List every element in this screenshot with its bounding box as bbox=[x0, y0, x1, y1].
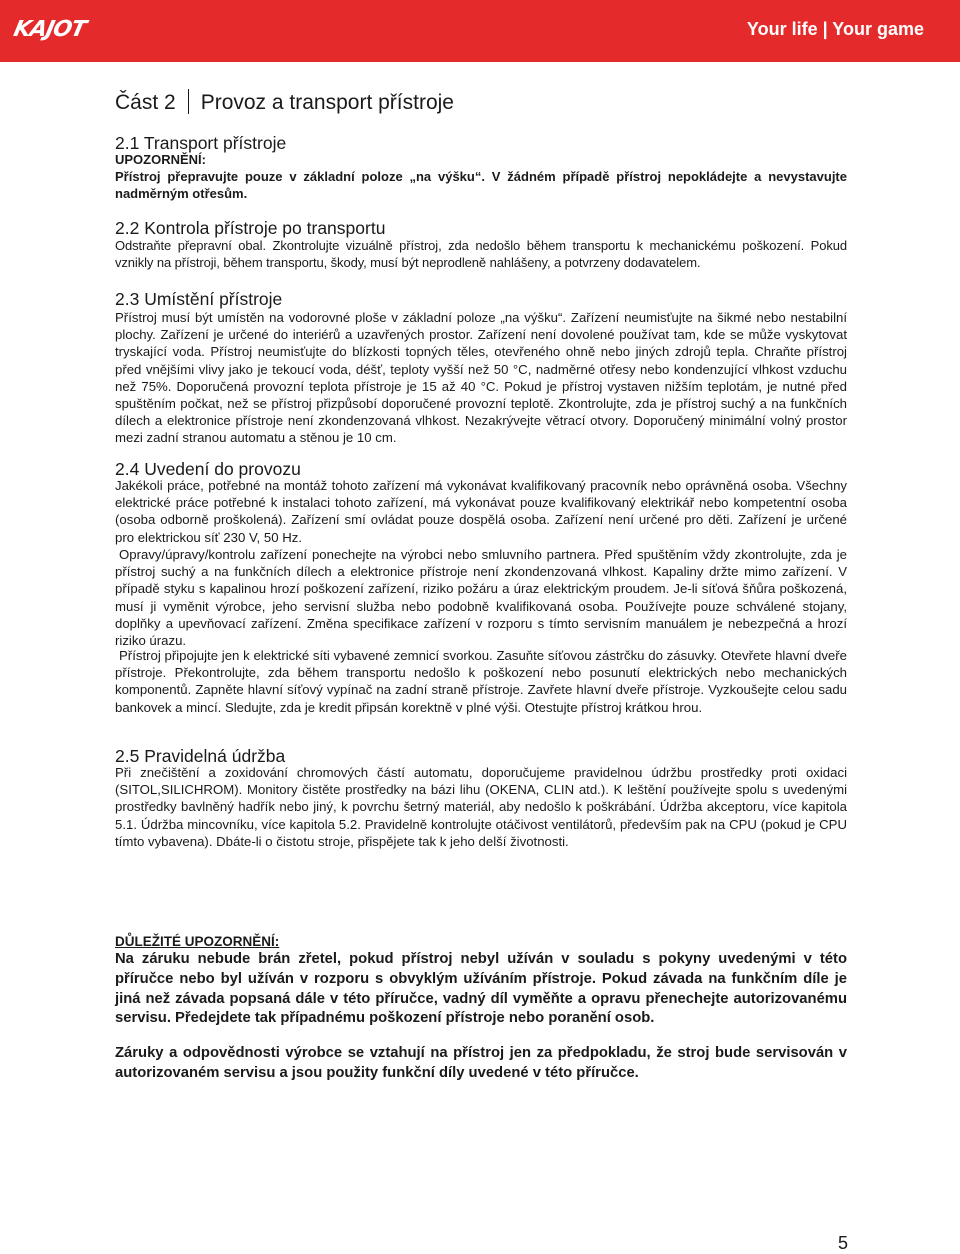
kajot-logo: KAJOT bbox=[11, 17, 88, 42]
section-2-4-paragraph-3: Přístroj připojujte jen k elektrické síti vybavené zemnicí svorkou. Zasuňte síťovou zástrčku do zásuvky. Otevřete hlavní dveře přístroje. Překontrolujte, zda během transportu nedošlo k poškození nebo posunutí elektrických nebo mechanických komponentů. Zapněte hlavní síťový vypínač na zadní straně přístroje. Zavřete hlavní dveře přístroje. Vyzkoušejte celou sadu bankovek a mincí. Sledujte, zda je kredit připsán korektně v plné výši. Otestujte přístroj krátkou hrou. bbox=[115, 648, 847, 715]
header-tagline: Your life | Your game bbox=[746, 19, 924, 39]
section-2-4-paragraph-1: Jakékoli práce, potřebné na montáž tohoto zařízení má vykonávat kvalifikovaný pracovník nebo oprávněná osoba. Všechny elektrické práce potřebné k instalaci tohoto zařízení, má vykonávat pouze kvalifikovaný elektrikář nebo kompetentní osoba (osoba odborně proškolená). Zařízení smí ovládat pouze dospělá osoba. Zařízení není určené pro děti. Zařízení je určené pro elektrickou síť 230 V, 50 Hz. bbox=[115, 478, 847, 545]
title-separator bbox=[188, 89, 189, 114]
section-2-4-heading: 2.4 Uvedení do provozu bbox=[115, 459, 301, 479]
section-2-4-paragraph-2: Opravy/úpravy/kontrolu zařízení ponechejte na výrobci nebo smluvního partnera. Před spuštěním vždy zkontrolujte, zda je přístroj suchý a na funkčních dílech a elektronice přístroje není zkondenzovaná vlhkost. Kapaliny držte mimo zařízení. V případě styku s kapalinou hrozí poškození zařízení, riziko požáru a úraz elektrickým proudem. Je-li síťová šňůra poškozená, musí ji vyměnit výrobce, jeho servisní služba nebo podobně kvalifikovaná osoba. Používejte pouze schválené stojany, doplňky a upevňovací zařízení. Změna specifikace zařízení v rozporu s tímto servisním manuálem je nebezpečná a hrozí riziko úrazu. bbox=[115, 547, 847, 649]
section-2-2-text: Odstraňte přepravní obal. Zkontrolujte vizuálně přístroj, zda nedošlo během transportu k mechanickému poškození. Pokud vznikly na přístroji, během transportu, škody, musí být neprodleně nahlášeny, a potvrzeny dodavatelem. bbox=[115, 238, 847, 270]
section-2-3-heading: 2.3 Umístění přístroje bbox=[115, 289, 283, 309]
part-title bbox=[115, 89, 454, 115]
page-number: 5 bbox=[837, 1233, 848, 1253]
section-2-5-heading: 2.5 Pravidelná údržba bbox=[115, 746, 286, 766]
section-2-5-text: Při znečištění a zoxidování chromových částí automatu, doporučujeme pravidelnou údržbu prostředky proti oxidaci (SITOL,SILICHROM). Monitory čistěte prostředky na bázi lihu (OKENA, CLIN atd.). K leštění používejte spolu s uvedenými prostředky bavlněný hadřík nebo jiný, k povrchu šetrný materiál, aby nedošlo k poškrábání. Údržba akceptoru, více kapitola 5.1. Údržba mincovníku, více kapitola 5.2. Pravidelně kontrolujte otáčivost ventilátorů, především pak na CPU (pokud je CPU tímto vybavena). Dbáte-li o čistotu stroje, přispějete tak k jeho delší životnosti. bbox=[115, 765, 847, 849]
section-2-2-heading: 2.2 Kontrola přístroje po transportu bbox=[115, 218, 386, 238]
important-warning-paragraph-2: Záruky a odpovědnosti výrobce se vztahují na přístroj jen za předpokladu, že stroj bude servisován v autorizovaném servisu a jsou použity funkční díly uvedené v této příručce. bbox=[115, 1045, 847, 1081]
part-number: Část 2 bbox=[115, 91, 176, 114]
page-header bbox=[0, 0, 960, 62]
section-2-1-text: Přístroj přepravujte pouze v základní poloze „na výšku“. V žádném případě přístroj nepokládejte a nevystavujte nadměrným otřesům. bbox=[115, 169, 847, 201]
important-warning-label: DŮLEŽITÉ UPOZORNĚNÍ: bbox=[115, 934, 280, 949]
section-2-1-heading: 2.1 Transport přístroje bbox=[115, 133, 287, 153]
important-warning-paragraph-1: Na záruku nebude brán zřetel, pokud přístroj nebyl užíván v souladu s pokyny uvedenými v této příručce nebo byl užíván v rozporu s obvyklým užíváním přístroje. Pokud závada na funkčním díle je jiná než závada popsaná dále v této příručce, vadný díl vyměňte a opravu přenechejte autorizovanému servisu. Předejdete tak případnému poškození přístroje nebo poranění osob. bbox=[115, 951, 847, 1027]
section-2-3-text: Přístroj musí být umístěn na vodorovné ploše v základní poloze „na výšku“. Zařízení neumisťujte na šikmé nebo nestabilní plochy. Zařízení je určené do interiérů a uzavřených prostor. Zařízení není dovolené používat tam, kde se může vyskytovat tryskající voda. Přístroj neumisťujte do blízkosti topných těles, otevřeného ohně nebo jiných zdrojů tepla. Chraňte přístroj před vnějšími vlivy jako je tekoucí voda, déšť, teploty vyšší než 50 °C, nadměrné otřesy nebo kondenzující vlhkost vzduchu než 75%. Doporučená provozní teplota přístroje je 15 až 40 °C. Pokud je přístroj vystaven nižším teplotám, je nutné před spuštěním počkat, než se přístroj přizpůsobí doporučené provozní teplotě. Zkontrolujte, zda je přístroj suchý a na funkčních dílech a elektronice přístroje není zkondenzovaná vlhkost. Nezakrývejte větrací otvory. Doporučený minimální volný prostor mezi zadní stranou automatu a stěnou je 10 cm. bbox=[115, 310, 847, 446]
section-2-1-label: UPOZORNĚNÍ: bbox=[115, 152, 206, 167]
part-title-text: Provoz a transport přístroje bbox=[200, 91, 454, 114]
